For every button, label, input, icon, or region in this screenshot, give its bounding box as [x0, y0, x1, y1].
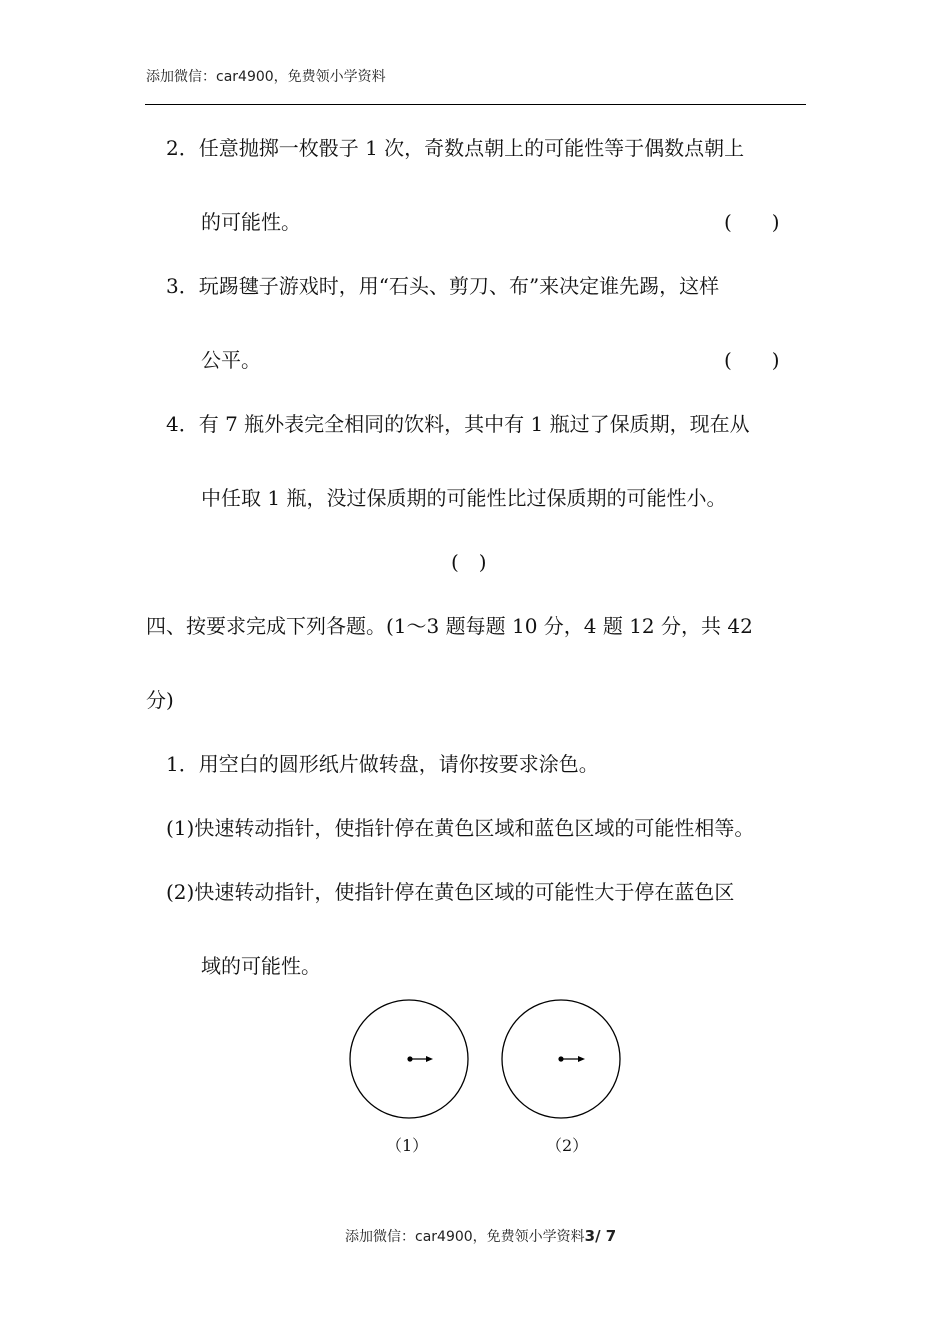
q3-answer-paren: ( ) — [724, 348, 780, 372]
q4-line1: 4．有 7 瓶外表完全相同的饮料，其中有 1 瓶过了保质期，现在从 — [166, 412, 750, 436]
q1-title: 1．用空白的圆形纸片做转盘，请你按要求涂色。 — [166, 752, 599, 776]
spinner-1 — [350, 1000, 468, 1118]
spinner-2-caption: （2） — [546, 1136, 589, 1155]
page-number: 3/ 7 — [584, 1227, 617, 1245]
spinner-1-caption: （1） — [386, 1136, 429, 1155]
q1-part1: (1)快速转动指针，使指针停在黄色区域和蓝色区域的可能性相等。 — [166, 816, 755, 840]
spinner-diagram — [340, 995, 640, 1135]
q1-part2-line2: 域的可能性。 — [201, 954, 321, 978]
footer-text: 添加微信：car4900，免费领小学资料 — [345, 1229, 585, 1245]
spinner-2 — [502, 1000, 620, 1118]
spinner-figure — [340, 995, 640, 1139]
section4-heading-line1: 四、按要求完成下列各题。(1～3 题每题 10 分，4 题 12 分，共 42 — [146, 614, 753, 638]
footer — [345, 1226, 616, 1246]
q3-line1: 3．玩踢毽子游戏时，用“石头、剪刀、布”来决定谁先踢，这样 — [166, 274, 720, 298]
spinner-1-arrowhead — [426, 1056, 433, 1062]
section4-heading-line2: 分) — [146, 688, 174, 712]
q4-line2: 中任取 1 瓶，没过保质期的可能性比过保质期的可能性小。 — [201, 486, 727, 510]
q3-line2: 公平。 — [201, 348, 261, 372]
header-rule — [145, 104, 806, 105]
spinner-2-arrowhead — [578, 1056, 585, 1062]
q2-line2: 的可能性。 — [201, 210, 301, 234]
header-text: 添加微信：car4900，免费领小学资料 — [146, 69, 386, 85]
q2-line1: 2．任意抛掷一枚骰子 1 次，奇数点朝上的可能性等于偶数点朝上 — [166, 136, 745, 160]
q4-answer-paren: ( ) — [451, 550, 487, 574]
q1-part2-line1: (2)快速转动指针，使指针停在黄色区域的可能性大于停在蓝色区 — [166, 880, 735, 904]
q2-answer-paren: ( ) — [724, 210, 780, 234]
